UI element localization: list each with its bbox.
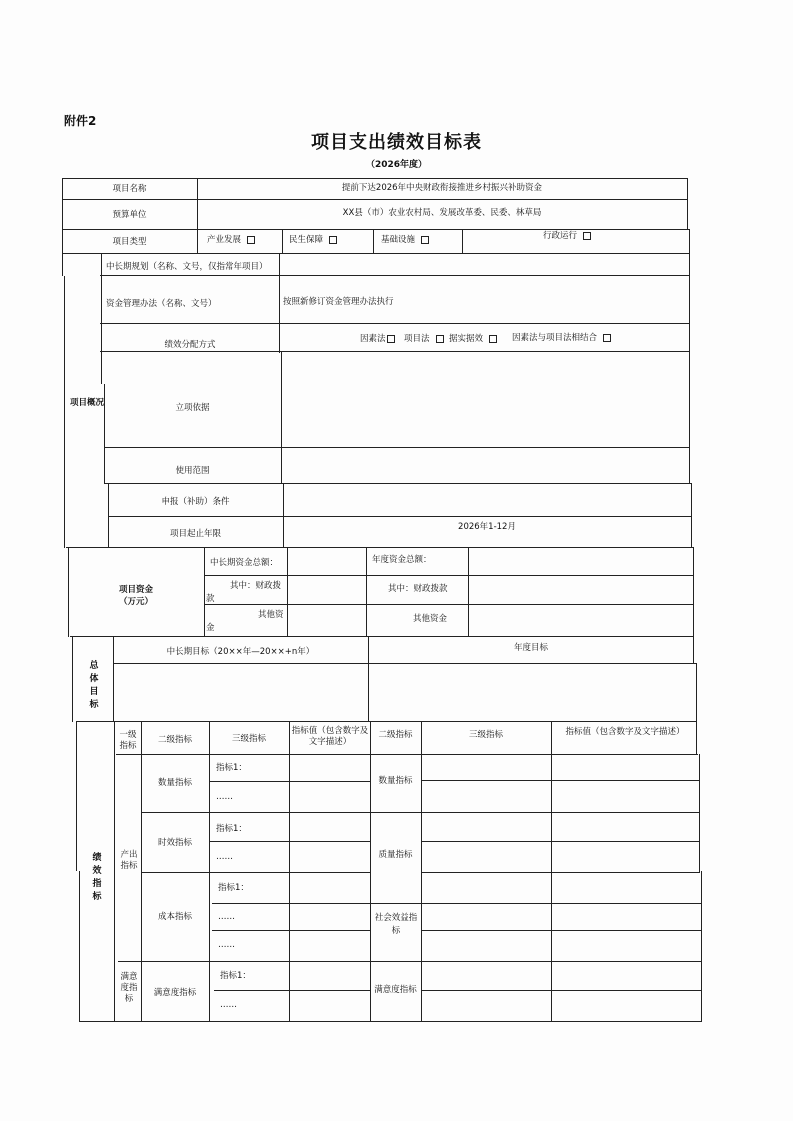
long-goal-label: 中长期目标（20××年—20××+n年） xyxy=(166,647,315,657)
project-period-label: 项目起止年限 xyxy=(169,529,221,539)
fiscal-year: （2026年度） xyxy=(365,160,428,170)
funds-section-label: 项目资金 xyxy=(118,585,153,595)
budget-unit-value: XX县（市）农业农村局、发展改革委、民委、林草局 xyxy=(342,208,542,218)
checkbox-icon[interactable] xyxy=(247,236,255,244)
distribution-option-label: 据实据效 xyxy=(449,334,484,344)
apply-conditions-label: 申报（补助）条件 xyxy=(161,497,230,507)
right-quality-indicator-label: 质量指标 xyxy=(378,850,413,860)
col-value-header-left: 指标值（包含数字及文字描述） xyxy=(291,726,369,747)
checkbox-icon[interactable] xyxy=(436,335,444,343)
checkbox-icon[interactable] xyxy=(583,232,591,240)
col-level3-header-right: 三级指标 xyxy=(468,730,503,740)
checkbox-icon[interactable] xyxy=(387,335,395,343)
long-plan-label: 中长期规划（名称、文号，仅指常年项目） xyxy=(106,262,268,272)
satisfaction-level1-label: 满意度指标 xyxy=(120,972,138,1004)
project-type-label: 项目类型 xyxy=(112,237,147,247)
overview-section-label: 项目概况 xyxy=(70,398,105,408)
satisfaction-indicator-1: 指标1： xyxy=(220,971,251,981)
project-basis-label: 立项依据 xyxy=(175,403,210,413)
checkbox-icon[interactable] xyxy=(603,334,611,342)
cost-indicator-1: 指标1： xyxy=(218,883,249,893)
distribution-option-combined[interactable] xyxy=(512,333,611,344)
col-level2-header-right: 二级指标 xyxy=(378,730,413,740)
quantity-indicator-more: …… xyxy=(216,792,233,802)
type-option-label: 行政运行 xyxy=(543,231,578,241)
annual-goal-label: 年度目标 xyxy=(513,643,548,653)
annual-total-label: 年度资金总额： xyxy=(372,555,432,565)
type-option-administration[interactable] xyxy=(543,231,591,242)
timeliness-indicator-1: 指标1： xyxy=(216,824,247,834)
page-title: 项目支出绩效目标表 xyxy=(311,132,482,153)
distribution-option-label: 项目法 xyxy=(404,334,430,344)
project-name-value: 提前下达2026年中央财政衔接推进乡村振兴补助资金 xyxy=(341,183,543,193)
satisfaction-indicator-more: …… xyxy=(220,1000,237,1010)
distribution-option-factor[interactable] xyxy=(360,334,395,345)
col-level3-header: 三级指标 xyxy=(231,734,266,744)
project-period-value: 2026年1-12月 xyxy=(458,522,516,532)
type-option-industry[interactable] xyxy=(207,235,255,246)
right-quantity-indicator-label: 数量指标 xyxy=(378,776,413,786)
overall-goal-section-label: 总体目标 xyxy=(89,661,99,710)
annual-other-label: 其他资金 xyxy=(413,614,448,624)
long-fiscal-label: 其中：财政拨款 xyxy=(206,581,282,604)
long-total-label: 中长期资金总额： xyxy=(210,558,279,568)
timeliness-indicator-label: 时效指标 xyxy=(157,838,192,848)
budget-unit-label: 预算单位 xyxy=(112,210,147,220)
long-other-label: 其他资金 xyxy=(206,610,284,633)
quantity-indicator-1: 指标1： xyxy=(216,763,247,773)
distribution-option-actual[interactable] xyxy=(449,334,497,345)
satisfaction-indicator-label: 满意度指标 xyxy=(153,988,197,998)
project-name-label: 项目名称 xyxy=(112,184,147,194)
usage-scope-label: 使用范围 xyxy=(175,466,210,476)
distribution-option-project[interactable] xyxy=(404,334,444,345)
type-option-label: 基础设施 xyxy=(381,235,416,245)
funds-unit-label: （万元） xyxy=(118,597,153,607)
fund-method-value: 按照新修订资金管理办法执行 xyxy=(283,297,394,307)
right-satisfaction-indicator-label: 满意度指标 xyxy=(374,985,417,995)
quantity-indicator-label: 数量指标 xyxy=(157,778,192,788)
checkbox-icon[interactable] xyxy=(329,236,337,244)
cost-indicator-label: 成本指标 xyxy=(157,912,192,922)
cost-indicator-more-1: …… xyxy=(218,912,235,922)
type-option-infrastructure[interactable] xyxy=(381,235,429,246)
distribution-option-label: 因素法与项目法相结合 xyxy=(512,333,598,343)
right-social-indicator-label: 社会效益指标 xyxy=(374,913,418,936)
checkbox-icon[interactable] xyxy=(489,335,497,343)
distribution-option-label: 因素法 xyxy=(360,334,386,344)
cost-indicator-more-2: …… xyxy=(218,940,235,950)
output-indicator-label: 产出指标 xyxy=(120,850,138,871)
checkbox-icon[interactable] xyxy=(421,236,429,244)
col-value-header-right: 指标值（包含数字及文字描述） xyxy=(565,727,685,737)
fund-method-label: 资金管理办法（名称、文号） xyxy=(106,299,217,309)
type-option-label: 民生保障 xyxy=(289,235,324,245)
type-option-label: 产业发展 xyxy=(207,235,242,245)
type-option-livelihood[interactable] xyxy=(289,235,337,246)
indicators-section-label: 绩效指标 xyxy=(92,853,102,902)
col-level2-header: 二级指标 xyxy=(157,735,192,745)
timeliness-indicator-more: …… xyxy=(216,852,233,862)
col-level1-header: 一级指标 xyxy=(119,730,137,751)
attachment-label: 附件2 xyxy=(64,114,97,128)
distribution-label: 绩效分配方式 xyxy=(164,340,216,350)
annual-fiscal-label: 其中：财政拨款 xyxy=(388,584,448,594)
